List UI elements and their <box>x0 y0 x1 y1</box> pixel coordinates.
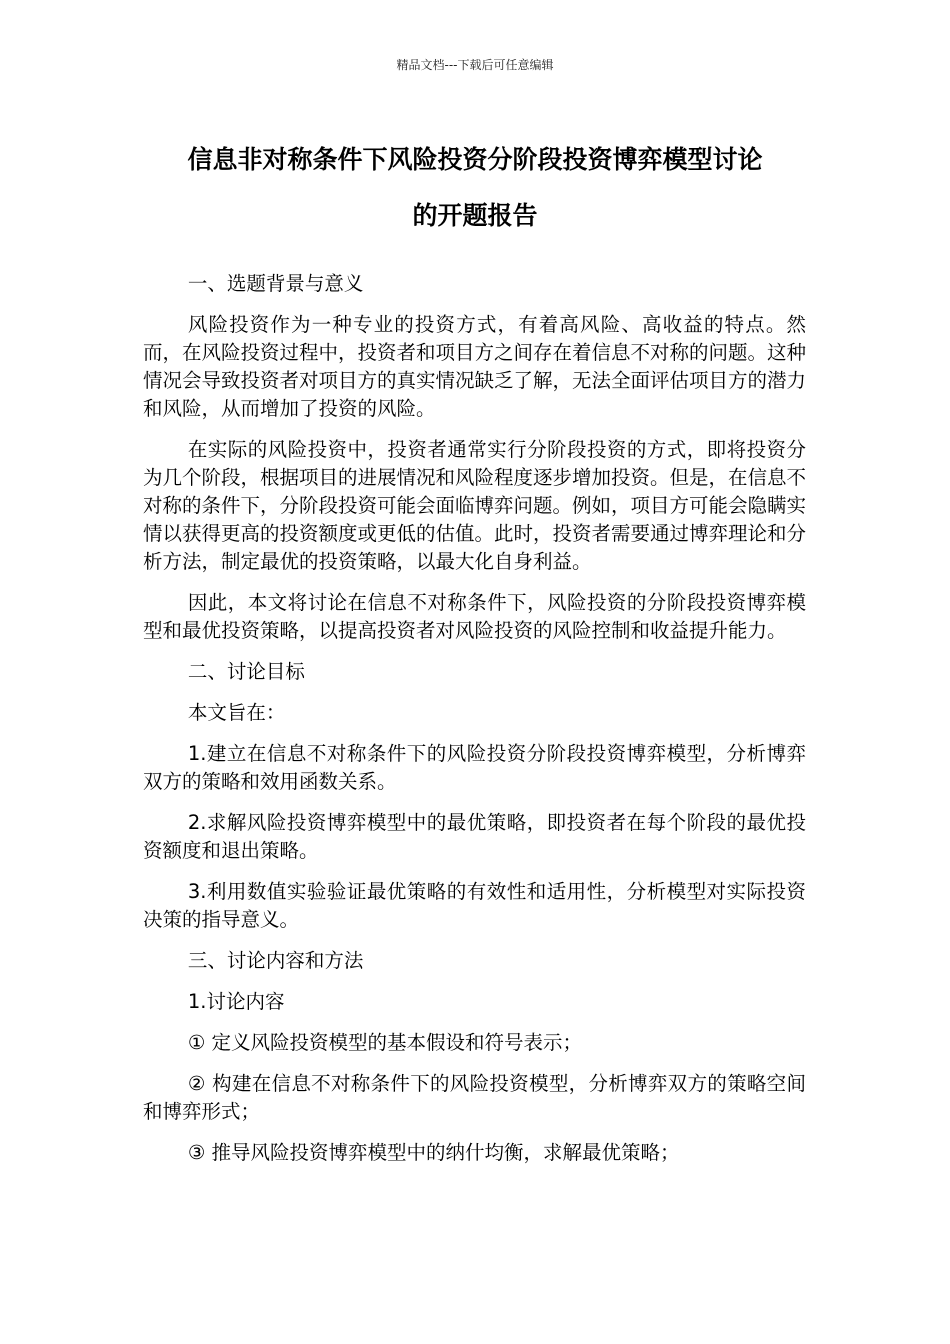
section-2-heading: 二、讨论目标 <box>187 660 305 683</box>
section-1-paragraph-1: 风险投资作为一种专业的投资方式，有着高风险、高收益的特点。然而，在风险投资过程中，投资者和项目方之间存在着信息不对称的问题。这种情况会导致投资者对项目方的真实情况缺乏了解，无法全面评估项目方的潜力和风险，从而增加了投资的风险。 <box>143 313 807 420</box>
section-2-goal-2: 2.求解风险投资博弈模型中的最优策略，即投资者在每个阶段的最优投资额度和退出策略。 <box>143 811 806 862</box>
section-3-subheading-1: 1.讨论内容 <box>187 990 285 1013</box>
section-3-item-1: ① 定义风险投资模型的基本假设和符号表示； <box>187 1031 583 1054</box>
section-1-heading: 一、选题背景与意义 <box>187 272 364 295</box>
section-3-item-2: ② 构建在信息不对称条件下的风险投资模型，分析博弈双方的策略空间和博弈形式； <box>143 1072 806 1123</box>
section-1-paragraph-2: 在实际的风险投资中，投资者通常实行分阶段投资的方式，即将投资分为几个阶段，根据项目的进展情况和风险程度逐步增加投资。但是，在信息不对称的条件下，分阶段投资可能会面临博弈问题。例如，项目方可能会隐瞒实情以获得更高的投资额度或更低的估值。此时，投资者需要通过博弈理论和分析方法，制定最优的投资策略，以最大化自身利益。 <box>143 438 807 573</box>
document-title <box>0 132 950 244</box>
section-2-intro: 本文旨在： <box>187 701 286 724</box>
section-2-goal-1: 1.建立在信息不对称条件下的风险投资分阶段投资博弈模型，分析博弈双方的策略和效用函数关系。 <box>143 742 806 793</box>
document-body <box>143 270 806 1180</box>
section-1-paragraph-3: 因此，本文将讨论在信息不对称条件下，风险投资的分阶段投资博弈模型和最优投资策略，以提高投资者对风险投资的风险控制和收益提升能力。 <box>143 591 806 642</box>
section-3-heading: 三、讨论内容和方法 <box>187 949 364 972</box>
document-title-line-2: 的开题报告 <box>412 201 538 230</box>
document-title-line-1: 信息非对称条件下风险投资分阶段投资博弈模型讨论 <box>187 145 763 174</box>
section-2-goal-3: 3.利用数值实验验证最优策略的有效性和适用性，分析模型对实际投资决策的指导意义。 <box>143 880 806 931</box>
page-header-note: 精品文档---下载后可任意编辑 <box>396 58 554 72</box>
section-3-item-3: ③ 推导风险投资博弈模型中的纳什均衡，求解最优策略； <box>187 1141 680 1164</box>
